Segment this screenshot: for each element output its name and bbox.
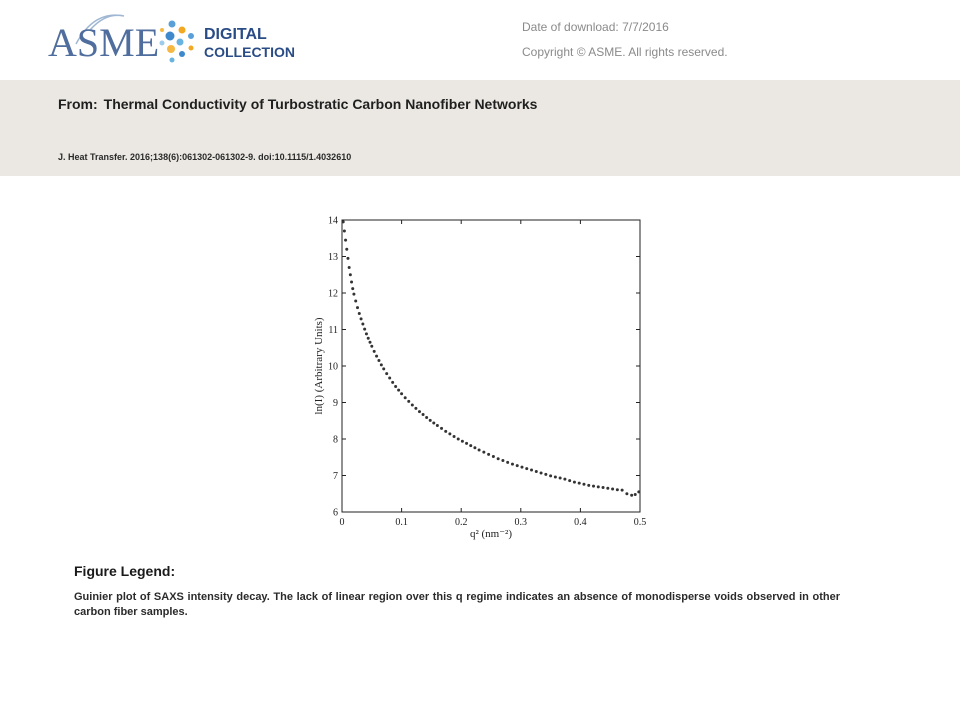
data-point bbox=[592, 485, 595, 488]
data-point bbox=[388, 377, 391, 380]
data-point bbox=[478, 448, 481, 451]
x-tick-label: 0.1 bbox=[395, 517, 408, 528]
data-point bbox=[367, 337, 370, 340]
data-point bbox=[587, 484, 590, 487]
data-point bbox=[418, 410, 421, 413]
download-date-line bbox=[522, 20, 669, 34]
data-point bbox=[348, 266, 351, 269]
data-point bbox=[400, 392, 403, 395]
y-tick-label: 8 bbox=[333, 434, 338, 446]
data-point bbox=[360, 317, 363, 320]
data-point bbox=[625, 492, 628, 495]
data-point bbox=[559, 477, 562, 480]
data-point bbox=[492, 455, 495, 458]
data-point bbox=[356, 306, 359, 309]
data-point bbox=[354, 300, 357, 303]
copyright-notice: Copyright © ASME. All rights reserved. bbox=[522, 45, 728, 59]
data-point bbox=[621, 489, 624, 492]
data-point bbox=[501, 459, 504, 462]
data-point bbox=[453, 435, 456, 438]
page-header bbox=[0, 0, 960, 80]
x-tick-label: 0 bbox=[339, 517, 345, 528]
y-tick-label: 10 bbox=[328, 361, 338, 373]
data-point bbox=[351, 287, 354, 290]
data-point bbox=[397, 389, 400, 392]
data-point bbox=[436, 424, 439, 427]
data-point bbox=[444, 430, 447, 433]
data-point bbox=[465, 442, 468, 445]
data-point bbox=[611, 488, 614, 491]
data-point bbox=[457, 438, 460, 441]
data-point bbox=[394, 385, 397, 388]
data-point bbox=[343, 229, 346, 232]
y-tick-label: 6 bbox=[333, 507, 338, 519]
x-axis-label: q² (nm⁻²) bbox=[469, 528, 513, 540]
data-point bbox=[637, 490, 640, 493]
y-tick-label: 7 bbox=[333, 471, 338, 482]
data-point bbox=[404, 396, 407, 399]
data-point bbox=[616, 488, 619, 491]
data-point bbox=[563, 478, 566, 481]
data-point bbox=[440, 427, 443, 430]
data-point bbox=[461, 440, 464, 443]
data-point bbox=[429, 419, 432, 422]
data-point bbox=[473, 446, 476, 449]
data-point bbox=[573, 481, 576, 484]
data-point bbox=[578, 482, 581, 485]
guinier-plot-chart bbox=[300, 205, 660, 545]
data-point bbox=[516, 464, 519, 467]
y-tick-label: 9 bbox=[333, 398, 338, 409]
y-tick-label: 12 bbox=[328, 288, 338, 300]
data-point bbox=[549, 474, 552, 477]
data-point bbox=[602, 486, 605, 489]
logo-digital-text: DIGITAL bbox=[204, 26, 267, 43]
data-point bbox=[370, 345, 373, 348]
data-point bbox=[369, 341, 372, 344]
data-point bbox=[391, 381, 394, 384]
data-point bbox=[344, 239, 347, 242]
from-label: From: bbox=[58, 96, 98, 112]
data-point bbox=[469, 444, 472, 447]
data-point bbox=[487, 453, 490, 456]
data-point bbox=[511, 463, 514, 466]
data-point bbox=[349, 273, 352, 276]
y-tick-label: 11 bbox=[328, 325, 338, 336]
data-point bbox=[425, 416, 428, 419]
data-point bbox=[582, 483, 585, 486]
data-point bbox=[361, 323, 364, 326]
y-axis-label: ln(I) (Arbitrary Units) bbox=[313, 317, 325, 415]
data-point bbox=[414, 407, 417, 410]
article-citation: J. Heat Transfer. 2016;138(6):061302-061302-9. doi:10.1115/1.4032610 bbox=[58, 152, 352, 162]
data-point bbox=[448, 432, 451, 435]
data-point bbox=[342, 220, 345, 223]
download-date: 7/7/2016 bbox=[622, 20, 669, 34]
data-point bbox=[630, 494, 633, 497]
data-point bbox=[482, 451, 485, 454]
y-tick-label: 13 bbox=[328, 252, 338, 263]
asme-digital-collection-logo[interactable] bbox=[46, 8, 326, 70]
data-point bbox=[363, 328, 366, 331]
data-point bbox=[530, 469, 533, 472]
data-point bbox=[432, 421, 435, 424]
x-tick-label: 0.4 bbox=[574, 517, 587, 528]
data-point bbox=[407, 400, 410, 403]
data-point bbox=[506, 461, 509, 464]
data-point bbox=[568, 479, 571, 482]
data-point bbox=[358, 312, 361, 315]
data-point bbox=[352, 293, 355, 296]
x-tick-label: 0.5 bbox=[633, 517, 647, 528]
data-point bbox=[535, 470, 538, 473]
data-point bbox=[606, 487, 609, 490]
download-label: Date of download: bbox=[522, 20, 619, 34]
figure-legend-heading: Figure Legend: bbox=[74, 563, 176, 579]
y-tick-label: 14 bbox=[328, 215, 338, 227]
x-tick-label: 0.3 bbox=[514, 517, 528, 528]
plot-frame bbox=[342, 220, 640, 512]
data-point bbox=[345, 248, 348, 251]
logo-collection-text: COLLECTION bbox=[204, 44, 295, 60]
data-point bbox=[382, 367, 385, 370]
data-point bbox=[380, 363, 383, 366]
data-point bbox=[497, 457, 500, 460]
logo-dots-icon bbox=[160, 21, 195, 63]
data-point bbox=[350, 281, 353, 284]
data-point bbox=[554, 475, 557, 478]
data-point bbox=[634, 493, 637, 496]
data-point bbox=[375, 355, 378, 358]
figure-legend-text: Guinier plot of SAXS intensity decay. The lack of linear region over this q regime indicates an absence of monodisperse voids observed in other carbon fiber samples. bbox=[74, 591, 840, 618]
data-point bbox=[544, 473, 547, 476]
data-point bbox=[540, 471, 543, 474]
data-point bbox=[525, 467, 528, 470]
data-point bbox=[422, 413, 425, 416]
data-point bbox=[373, 350, 376, 353]
data-point bbox=[346, 257, 349, 260]
data-point bbox=[597, 485, 600, 488]
x-tick-label: 0.2 bbox=[454, 517, 468, 528]
article-title-line bbox=[58, 96, 537, 112]
data-point bbox=[377, 359, 380, 362]
data-point bbox=[411, 404, 414, 407]
data-point bbox=[365, 332, 368, 335]
data-point bbox=[385, 372, 388, 375]
article-title[interactable]: Thermal Conductivity of Turbostratic Carbon Nanofiber Networks bbox=[103, 96, 538, 112]
asme-logo-text: ASME bbox=[48, 20, 160, 65]
data-point bbox=[520, 466, 523, 469]
